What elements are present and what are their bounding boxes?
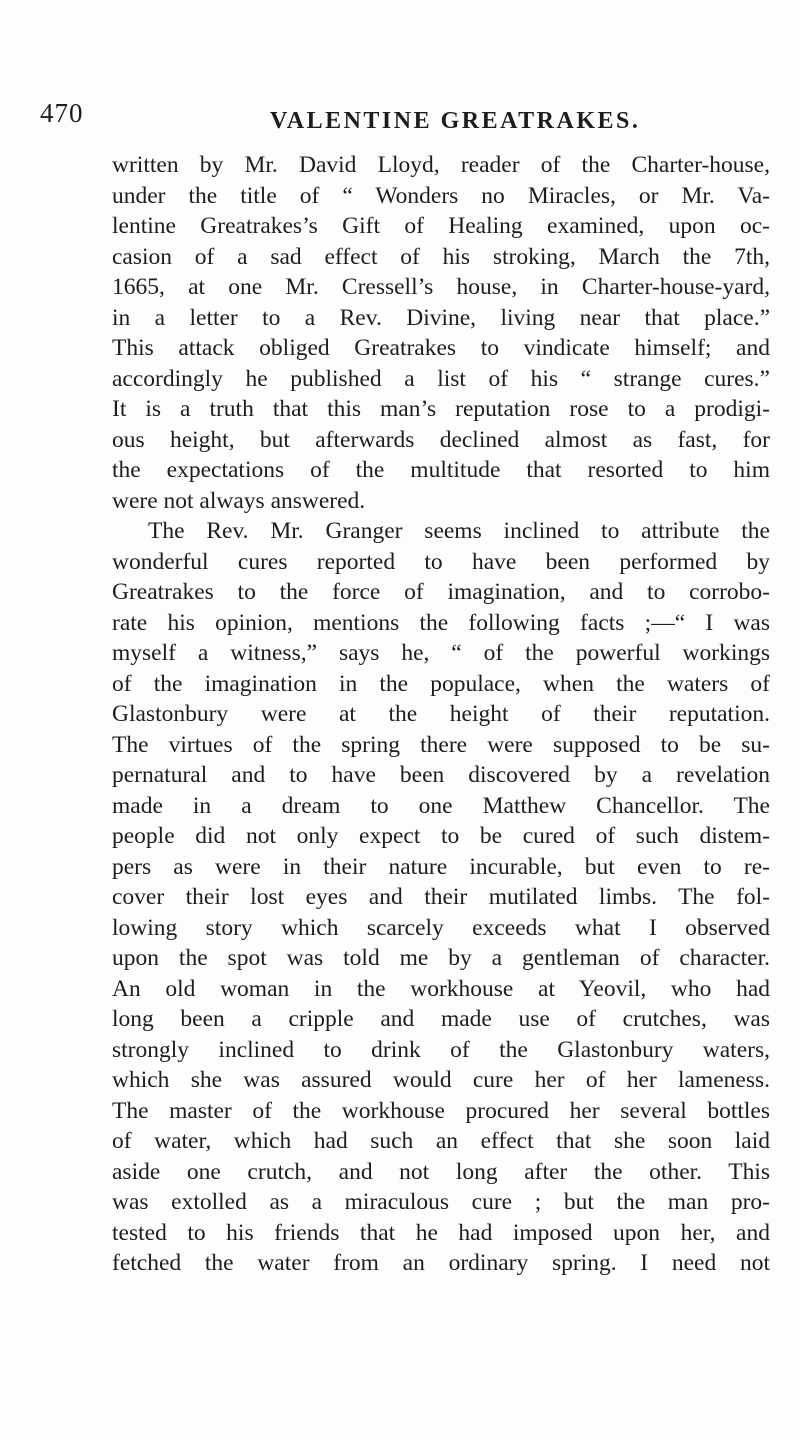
text-line: lentine Greatrakes’s Gift of Healing examined, upon oc- — [112, 213, 770, 239]
page-number: 470 — [40, 98, 84, 128]
text-line: 1665, at one Mr. Cressell’s house, in Charter-house-yard, — [112, 274, 770, 300]
page-header — [40, 98, 780, 138]
text-line: people did not only expect to be cured of such distem- — [112, 823, 770, 849]
text-line: which she was assured would cure her of her lameness. — [112, 1067, 770, 1093]
text-line: aside one crutch, and not long after the other. This — [112, 1158, 770, 1185]
text-line: casion of a sad effect of his stroking, March the 7th, — [112, 243, 770, 270]
text-line: under the title of “ Wonders no Miracles, or Mr. Va- — [112, 182, 770, 209]
body-text — [112, 150, 770, 1279]
text-line: The master of the workhouse procured her several bottles — [112, 1097, 770, 1124]
text-line: written by Mr. David Lloyd, reader of the Charter-house, — [112, 152, 770, 178]
text-line: lowing story which scarcely exceeds what I observed — [112, 914, 770, 941]
text-line: The virtues of the spring there were supposed to be su- — [112, 731, 770, 758]
text-line: An old woman in the workhouse at Yeovil, who had — [112, 975, 770, 1002]
running-title: VALENTINE GREATRAKES. — [270, 108, 641, 134]
text-line: made in a dream to one Matthew Chancellor. The — [112, 792, 770, 819]
text-line: This attack obliged Greatrakes to vindicate himself; and — [112, 335, 770, 361]
text-line: pers as were in their nature incurable, but even to re- — [112, 853, 770, 880]
text-line: strongly inclined to drink of the Glastonbury waters, — [112, 1036, 770, 1063]
text-line: The Rev. Mr. Granger seems inclined to attribute the — [148, 518, 770, 544]
text-line: Greatrakes to the force of imagination, and to corrobo- — [112, 579, 770, 605]
text-line: wonderful cures reported to have been performed by — [112, 548, 770, 575]
text-line: It is a truth that this man’s reputation rose to a prodigi- — [112, 396, 770, 422]
text-line: ous height, but afterwards declined almost as fast, for — [112, 426, 770, 453]
text-line: myself a witness,” says he, “ of the powerful workings — [112, 640, 770, 666]
text-line: tested to his friends that he had imposed upon her, and — [112, 1219, 770, 1246]
text-line: Glastonbury were at the height of their reputation. — [112, 701, 770, 727]
text-line: cover their lost eyes and their mutilated limbs. The fol- — [112, 884, 770, 910]
text-line: in a letter to a Rev. Divine, living near that place.” — [112, 304, 770, 331]
text-line: fetched the water from an ordinary spring. I need not — [112, 1250, 770, 1276]
text-line: were not always answered. — [112, 487, 366, 514]
text-line: the expectations of the multitude that resorted to him — [112, 457, 770, 483]
text-line: pernatural and to have been discovered by a revelation — [112, 762, 770, 788]
text-line: upon the spot was told me by a gentleman of character. — [112, 945, 770, 971]
text-line: of the imagination in the populace, when the waters of — [112, 670, 770, 697]
text-line: was extolled as a miraculous cure ; but the man pro- — [112, 1189, 770, 1215]
text-line: accordingly he published a list of his “ strange cures.” — [112, 365, 770, 392]
text-line: long been a cripple and made use of crutches, was — [112, 1006, 770, 1032]
text-line: of water, which had such an effect that she soon laid — [112, 1128, 770, 1154]
text-line: rate his opinion, mentions the following facts ;—“ I was — [112, 609, 770, 636]
